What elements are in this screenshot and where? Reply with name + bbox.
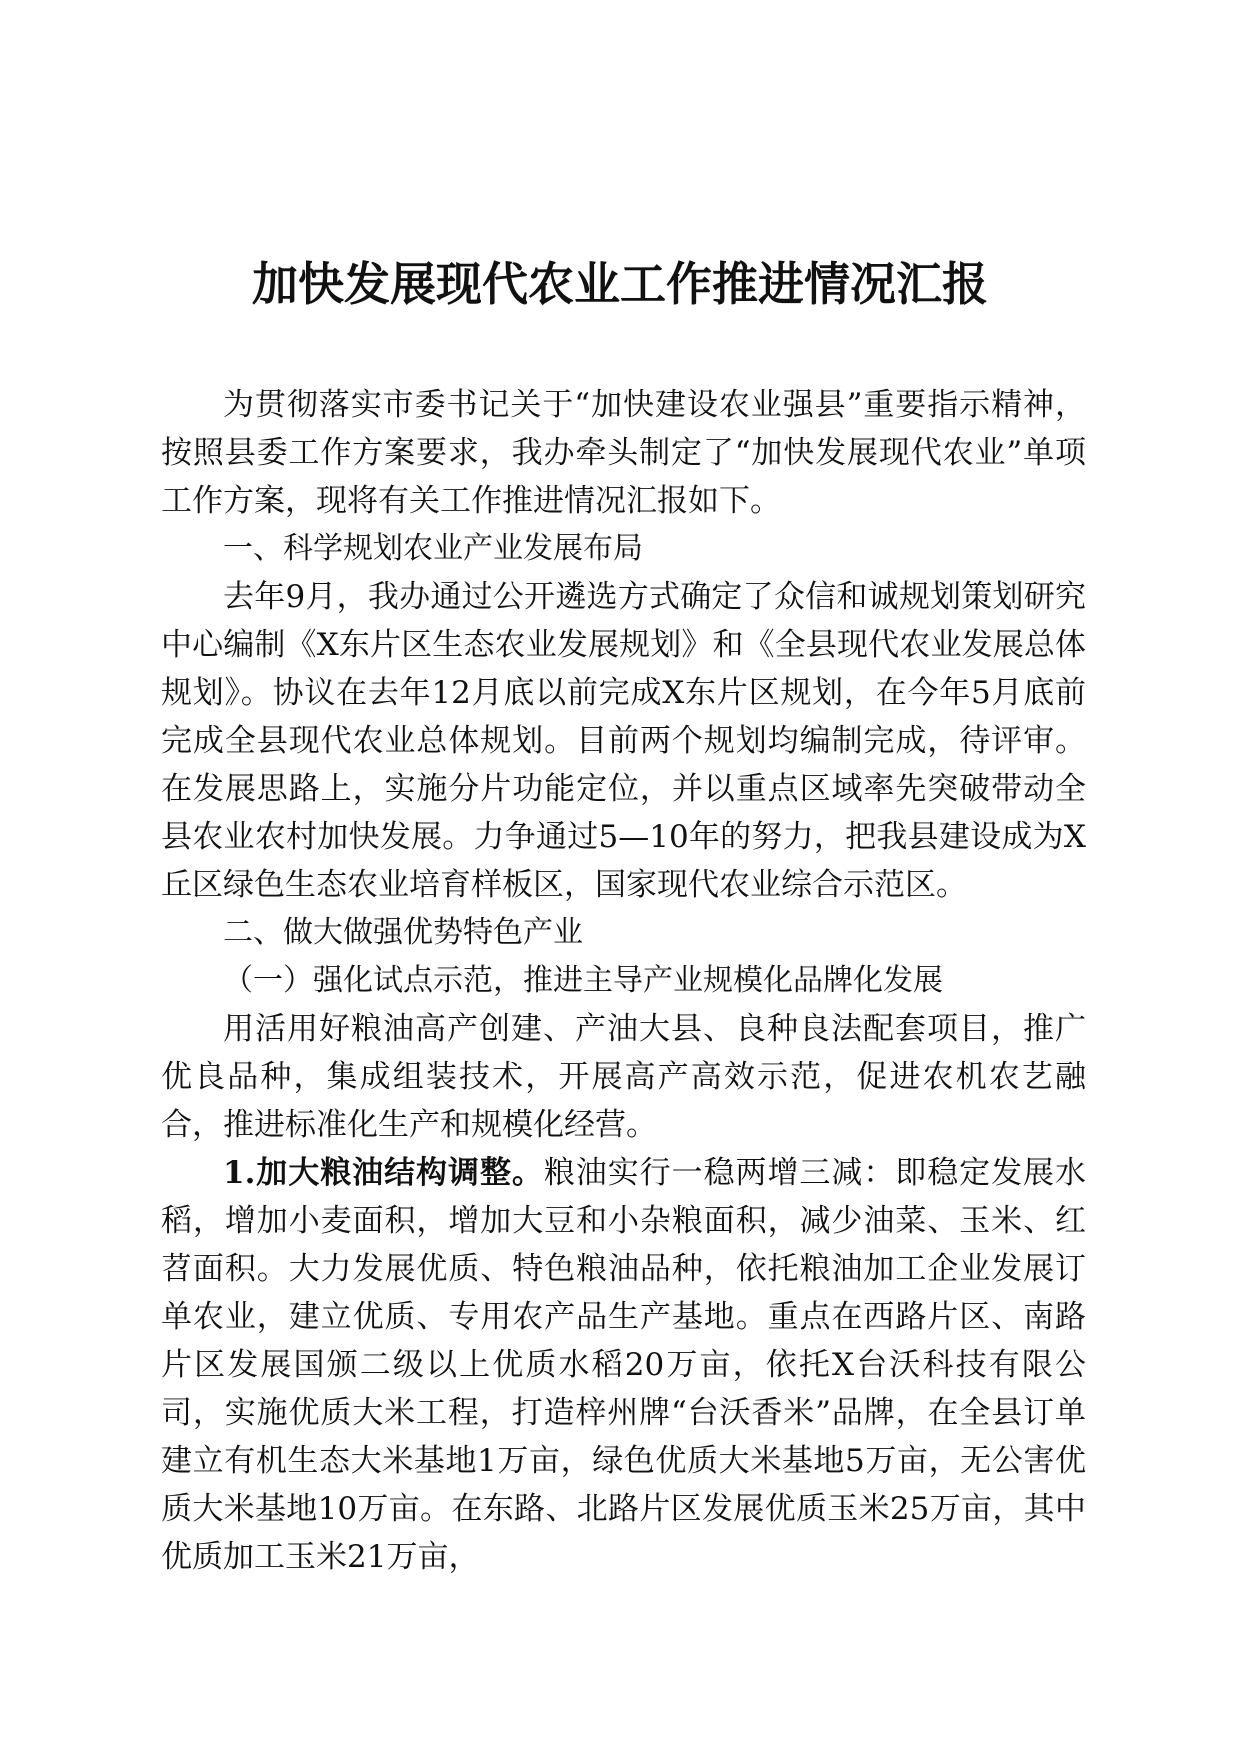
document-title: 加快发展现代农业工作推进情况汇报 bbox=[252, 257, 988, 311]
intro-paragraph: 为贯彻落实市委书记关于“加快建设农业强县”重要指示精神，按照县委工作方案要求，我办牵头制定了“加快发展现代农业”单项工作方案，现将有关工作推进情况汇报如下。 bbox=[161, 387, 1086, 519]
section-1-paragraph: 去年9月，我办通过公开遴选方式确定了众信和诚规划策划研究中心编制《X东片区生态农业发展规划》和《全县现代农业发展总体规划》。协议在去年12月底以前完成X东片区规划，在今年5月底前完成全县现代农业总体规划。目前两个规划均编制完成，待评审。在发展思路上，实施分片功能定位，并以重点区域率先突破带动全县农业农村加快发展。力争通过5—10年的努力，把我县建设成为X丘区绿色生态农业培育样板区，国家现代农业综合示范区。 bbox=[161, 579, 1086, 903]
section-2-paragraph: 用活用好粮油高产创建、产油大县、良种良法配套项目，推广优良品种，集成组装技术，开展高产高效示范，促进农机农艺融合，推进标准化生产和规模化经营。 bbox=[161, 1011, 1086, 1143]
section-2-subheading: （一）强化试点示范，推进主导产业规模化品牌化发展 bbox=[223, 963, 943, 998]
section-2-heading: 二、做大做强优势特色产业 bbox=[223, 915, 583, 950]
document-body bbox=[161, 381, 1086, 1581]
item-1-lead: 1.加大粮油结构调整。 bbox=[223, 1155, 544, 1191]
item-1-text: 粮油实行一稳两增三减：即稳定发展水稻，增加小麦面积，增加大豆和小杂粮面积，减少油菜、玉米、红苕面积。大力发展优质、特色粮油品种，依托粮油加工企业发展订单农业，建立优质、专用农产品生产基地。重点在西路片区、南路片区发展国颁二级以上优质水稻20万亩，依托X台沃科技有限公司，实施优质大米工程，打造梓州牌“台沃香米”品牌，在全县订单建立有机生态大米基地1万亩，绿色优质大米基地5万亩，无公害优质大米基地10万亩。在东路、北路片区发展优质玉米25万亩，其中优质加工玉米21万亩， bbox=[161, 1155, 1086, 1575]
item-1-paragraph bbox=[161, 1149, 1086, 1581]
section-1-heading: 一、科学规划农业产业发展布局 bbox=[223, 531, 643, 566]
